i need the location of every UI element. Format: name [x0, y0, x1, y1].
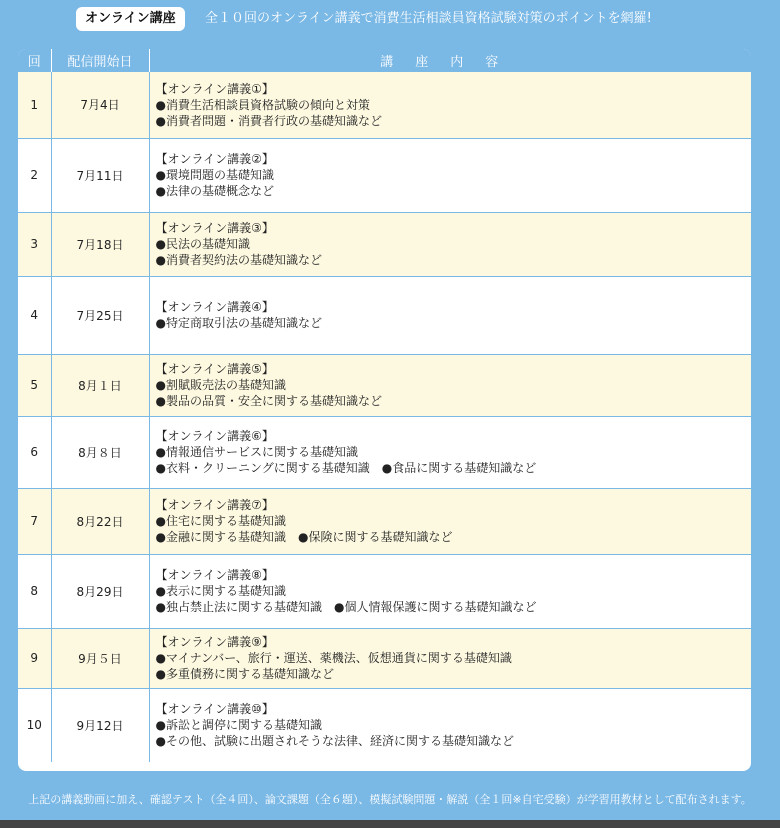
start-date: 8月１日 — [51, 354, 149, 416]
table-row — [18, 276, 751, 354]
schedule-panel — [16, 47, 753, 773]
course-content — [149, 488, 751, 554]
topic-item: ●法律の基礎概念など — [155, 184, 274, 198]
column-header-date: 配信開始日 — [51, 49, 149, 72]
topic-item: ●民法の基礎知識 — [155, 237, 250, 251]
table-row — [18, 72, 751, 138]
lecture-title: 【オンライン講義③】 — [155, 221, 274, 235]
start-date: 7月11日 — [51, 138, 149, 212]
table-row — [18, 488, 751, 554]
start-date: 9月５日 — [51, 628, 149, 688]
topic-item: ●マイナンバー、旅行・運送、薬機法、仮想通貨に関する基礎知識 — [155, 651, 512, 665]
session-number: 8 — [18, 554, 51, 628]
bottom-strip — [0, 820, 780, 828]
course-content — [149, 688, 751, 762]
lecture-title: 【オンライン講義⑧】 — [155, 568, 274, 582]
lecture-title: 【オンライン講義⑨】 — [155, 635, 274, 649]
table-row — [18, 138, 751, 212]
column-header-content: 講座内容 — [149, 49, 751, 72]
footer-note: 上記の講義動画に加え、確認テスト（全４回）、論文課題（全６題）、模擬試験問題・解説（全１回※自宅受験）が学習用教材として配布されます。 — [0, 778, 780, 822]
lecture-title: 【オンライン講義②】 — [155, 152, 274, 166]
topic-item: ●消費者問題・消費者行政の基礎知識など — [155, 113, 382, 128]
start-date: 7月4日 — [51, 72, 149, 138]
course-content — [149, 354, 751, 416]
topic-item: ●消費生活相談員資格試験の傾向と対策 — [155, 97, 370, 112]
course-content — [149, 554, 751, 628]
session-number: 7 — [18, 488, 51, 554]
course-content — [149, 212, 751, 276]
course-content — [149, 276, 751, 354]
topic-item: ●独占禁止法に関する基礎知識 ●個人情報保護に関する基礎知識など — [155, 600, 537, 614]
lecture-title: 【オンライン講義①】 — [155, 81, 274, 96]
session-number: 1 — [18, 72, 51, 138]
table-header-row — [18, 49, 751, 72]
topic-item: ●訴訟と調停に関する基礎知識 — [155, 718, 322, 733]
lecture-title: 【オンライン講義⑤】 — [155, 362, 274, 376]
start-date: 8月８日 — [51, 416, 149, 488]
topic-item: ●表示に関する基礎知識 — [155, 584, 286, 598]
table-row — [18, 416, 751, 488]
topic-item: ●割賦販売法の基礎知識 — [155, 378, 286, 392]
topic-item: ●住宅に関する基礎知識 — [155, 514, 286, 528]
topic-item: ●情報通信サービスに関する基礎知識 — [155, 445, 358, 459]
table-row — [18, 212, 751, 276]
start-date: 9月12日 — [51, 688, 149, 762]
course-content — [149, 628, 751, 688]
course-content — [149, 138, 751, 212]
course-content — [149, 416, 751, 488]
table-row — [18, 688, 751, 762]
topic-item: ●衣料・クリーニングに関する基礎知識 ●食品に関する基礎知識など — [155, 461, 537, 475]
header-bar — [0, 0, 780, 38]
table-row — [18, 554, 751, 628]
start-date: 7月25日 — [51, 276, 149, 354]
lecture-title: 【オンライン講義⑦】 — [155, 498, 274, 512]
start-date: 8月22日 — [51, 488, 149, 554]
topic-item: ●消費者契約法の基礎知識など — [155, 253, 322, 267]
header-tagline: 全１０回のオンライン講義で消費生活相談員資格試験対策のポイントを網羅! — [205, 11, 652, 26]
column-header-number: 回 — [18, 49, 51, 72]
session-number: 4 — [18, 276, 51, 354]
session-number: 3 — [18, 212, 51, 276]
topic-item: ●環境問題の基礎知識 — [155, 168, 274, 182]
topic-item: ●特定商取引法の基礎知識など — [155, 316, 322, 330]
lecture-title: 【オンライン講義④】 — [155, 300, 274, 314]
topic-item: ●製品の品質・安全に関する基礎知識など — [155, 394, 382, 408]
online-course-badge: オンライン講座 — [76, 7, 185, 31]
lecture-title: 【オンライン講義⑩】 — [155, 702, 274, 717]
start-date: 8月29日 — [51, 554, 149, 628]
topic-item: ●その他、試験に出題されそうな法律、経済に関する基礎知識など — [155, 734, 514, 749]
start-date: 7月18日 — [51, 212, 149, 276]
session-number: 2 — [18, 138, 51, 212]
topic-item: ●金融に関する基礎知識 ●保険に関する基礎知識など — [155, 530, 453, 544]
session-number: 10 — [18, 688, 51, 762]
session-number: 9 — [18, 628, 51, 688]
lecture-title: 【オンライン講義⑥】 — [155, 429, 274, 443]
schedule-table — [18, 49, 751, 762]
table-row — [18, 354, 751, 416]
session-number: 5 — [18, 354, 51, 416]
table-row — [18, 628, 751, 688]
topic-item: ●多重債務に関する基礎知識など — [155, 667, 334, 681]
course-content — [149, 72, 751, 138]
session-number: 6 — [18, 416, 51, 488]
